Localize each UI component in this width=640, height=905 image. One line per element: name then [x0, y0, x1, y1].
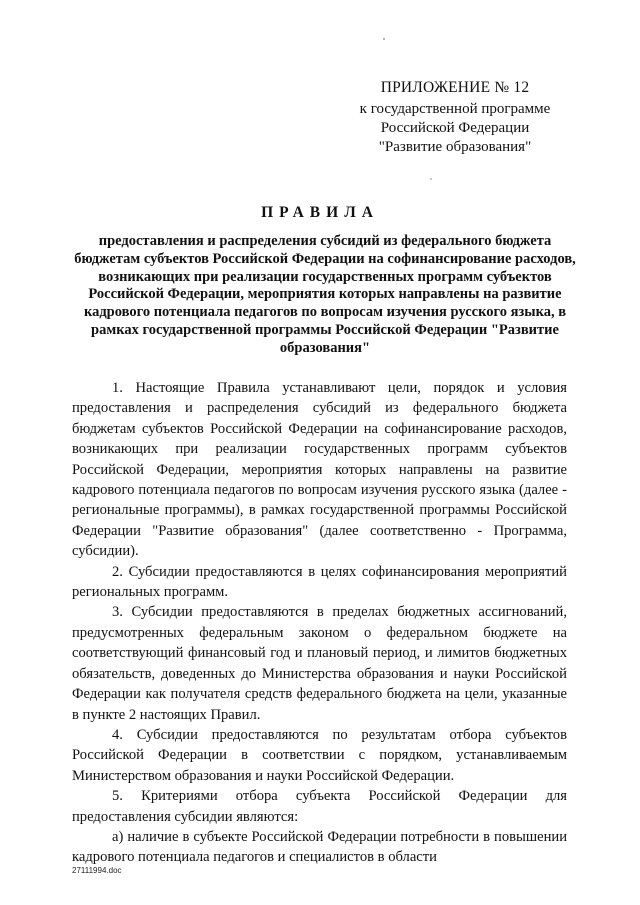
appendix-line: к государственной программе — [359, 101, 551, 117]
appendix-line: "Развитие образования" — [378, 139, 532, 155]
paragraph: 2. Субсидии предоставляются в целях софинансирования мероприятий региональных программ. — [72, 563, 567, 601]
appendix-number: ПРИЛОЖЕНИЕ № 12 — [380, 79, 530, 96]
appendix-header — [340, 78, 570, 157]
paragraph: 3. Субсидии предоставляются в пределах бюджетных ассигнований, предусмотренных федеральным законом о федеральном бюджете на соответствующий финансовый год и плановый период, и лимитов бюджетных обязательств, доведенных до Министерства образования и науки Российской Федерации как получателя средств федерального бюджета на цели, указанные в пункте 2 настоящих Правил. — [72, 604, 567, 723]
scan-speck — [430, 178, 432, 180]
file-name-footer: 27111994.doc — [72, 866, 122, 875]
paragraph: 4. Субсидии предоставляются по результатам отбора субъектов Российской Федерации в соответствии с порядком, устанавливаемым Министерством образования и науки Российской Федерации. — [72, 726, 567, 784]
document-subtitle: предоставления и распределения субсидий из федерального бюджета бюджетам субъектов Российской Федерации на софинансирование расходов, возникающих при реализации государственных программ субъектов Российской Федерации, мероприятия которых направлены на развитие кадрового потенциала педагогов по вопросам изучения русского языка, в рамках государственной программы Российской Федерации "Развитие образования" — [74, 233, 576, 356]
paragraph: 5. Критериями отбора субъекта Российской Федерации для предоставления субсидии являются: — [72, 788, 567, 825]
appendix-line: Российской Федерации — [380, 120, 530, 136]
document-title: ПРАВИЛА — [261, 204, 379, 221]
scan-speck — [383, 38, 385, 40]
document-body — [72, 378, 567, 868]
paragraph: 1. Настоящие Правила устанавливают цели, порядок и условия предоставления и распределения субсидий из федерального бюджета бюджетам субъектов Российской Федерации на софинансирование расходов, возникающих при реализации государственных программ субъектов Российской Федерации, мероприятия которых направлены на развитие кадрового потенциала педагогов по вопросам изучения русского языка (далее - региональные программы), в рамках государственной программы Российской Федерации "Развитие образования" (далее соответственно - Программа, субсидии). — [72, 380, 567, 560]
paragraph: а) наличие в субъекте Российской Федерации потребности в повышении кадрового потенциала педагогов и специалистов в области — [72, 828, 567, 866]
